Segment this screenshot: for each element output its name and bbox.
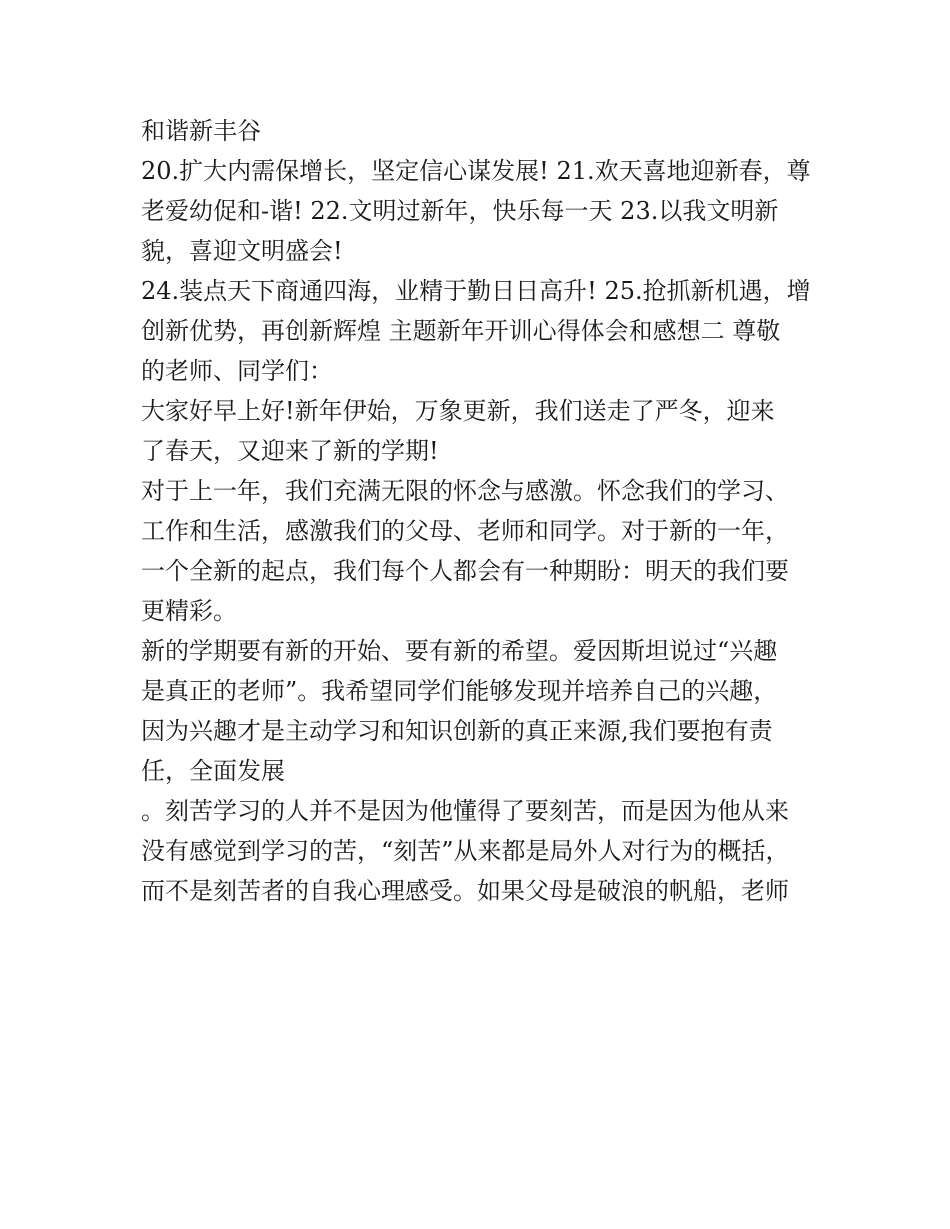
text-line: 大家好早上好!新年伊始，万象更新，我们送走了严冬，迎来 — [141, 397, 775, 425]
text-line: 因为兴趣才是主动学习和知识创新的真正来源,我们要抱有责 — [141, 717, 773, 745]
text-line: 了春天，又迎来了新的学期! — [141, 437, 439, 465]
text-line: 老爱幼促和-谐! 22.文明过新年，快乐每一天 23.以我文明新 — [141, 197, 779, 225]
text-line: 和谐新丰谷 — [141, 117, 261, 145]
text-line: 创新优势，再创新辉煌 主题新年开训心得体会和感想二 尊敬 — [141, 317, 781, 345]
text-line: 对于上一年，我们充满无限的怀念与感激。怀念我们的学习、 — [141, 477, 789, 505]
text-line: 24.装点天下商通四海，业精于勤日日高升! 25.抢抓新机遇，增 — [141, 277, 811, 305]
text-line: 貌，喜迎文明盛会! — [141, 237, 343, 265]
text-line: 一个全新的起点，我们每个人都会有一种期盼：明天的我们要 — [141, 557, 789, 585]
text-line: 更精彩。 — [141, 597, 237, 625]
document-body — [141, 111, 821, 911]
text-line: 新的学期要有新的开始、要有新的希望。爱因斯坦说过“兴趣 — [141, 637, 778, 665]
text-line: 。刻苦学习的人并不是因为他懂得了要刻苦，而是因为他从来 — [141, 797, 789, 825]
text-line: 是真正的老师”。我希望同学们能够发现并培养自己的兴趣， — [141, 677, 778, 705]
text-line: 工作和生活，感激我们的父母、老师和同学。对于新的一年， — [141, 517, 789, 545]
text-line: 20.扩大内需保增长，坚定信心谋发展! 21.欢天喜地迎新春，尊 — [141, 157, 811, 185]
text-line: 的老师、同学们： — [141, 357, 333, 385]
text-line: 没有感觉到学习的苦，“刻苦”从来都是局外人对行为的概括， — [141, 837, 790, 865]
text-line: 任，全面发展 — [141, 757, 285, 785]
text-line: 而不是刻苦者的自我心理感受。如果父母是破浪的帆船，老师 — [141, 877, 789, 905]
